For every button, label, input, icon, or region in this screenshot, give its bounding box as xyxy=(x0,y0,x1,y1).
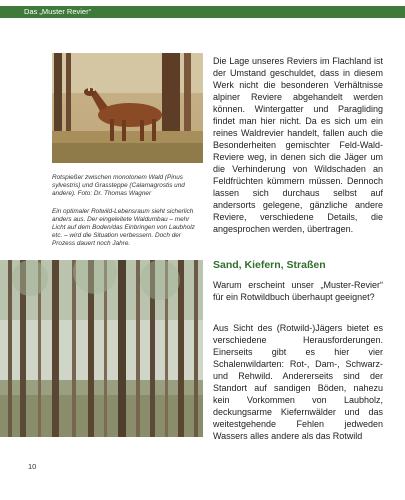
forest-photo-svg xyxy=(0,260,203,437)
section-heading: Sand, Kiefern, Straßen xyxy=(213,259,326,271)
deer-photo-svg xyxy=(52,53,203,163)
caption-first: Rotspießer zwischen monotonem Wald (Pinus sylvestris) und Grassteppe (Calamagrostis und andere). Foto: Dr. Thomas Wagner xyxy=(52,174,185,197)
caption-second: Ein optimaler Rotwild-Lebensraum sieht sicherlich anders aus. Der eingeleitete Waldumbau – mehr Licht auf dem Boden/das Einbringen von Laubholz etc. – wird die Situation verbessern. Doch der Prozess dauert noch Jahre. xyxy=(52,208,195,247)
header-bar xyxy=(0,6,405,18)
body-paragraph-1 xyxy=(213,55,383,235)
body-paragraph-1-text: Die Lage unseres Reviers im Flachland ist der Umstand geschuldet, dass in diesem Werk nicht die besonderen Verhältnisse alpiner Reviere abgehandelt werden können. Wintergatter und Paragliding findet man hier nicht. Da es sich um ein reines Waldrevier handelt, fallen auch die Besonderheiten gemischter Feld-Wald-Reviere weg, in denen sich die Jäger um die Verhinderung von Wildschaden an Feldfrüchten kümmern müssen. Dennoch lassen sich durchaus selbst auf andersorts gelegene, gänzliche andere Reviere, verschiedene Details, die angesprochen werden, übertragen. xyxy=(213,56,383,234)
body-paragraph-2-text: Warum erscheint unser „Muster-Revier“ für ein Rotwildbuch überhaupt geeignet? xyxy=(213,280,383,302)
deer-photo xyxy=(52,53,203,163)
body-paragraph-3 xyxy=(213,322,383,442)
forest-photo xyxy=(0,260,203,437)
page-number: 10 xyxy=(28,462,37,471)
body-paragraph-3-text: Aus Sicht des (Rotwild-)Jägers bietet es verschiedene Herausforderungen. Einerseits gibt es hier vier Schalenwildarten: Rot-, Dam-, Schwarz- und Rehwild. Andererseits sind der Standort auf sandigen Böden, nahezu kein Vorkommen von Laubholz, deckungsarme Kiefernwälder und das weitestgehende Fehlen jedweden Wassers alles andere als das Rotwild xyxy=(213,323,383,441)
header-title: Das „Muster Revier“ xyxy=(24,7,92,16)
body-paragraph-2 xyxy=(213,279,383,303)
